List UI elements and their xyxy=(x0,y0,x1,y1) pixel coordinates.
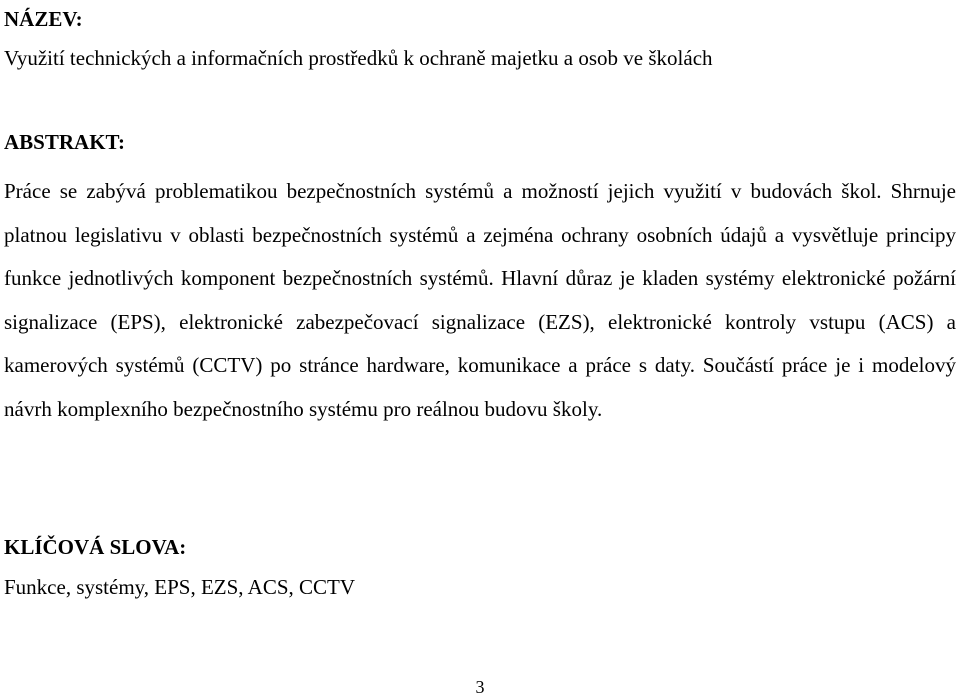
page-number: 3 xyxy=(475,677,485,697)
abstract-heading: ABSTRAKT: xyxy=(4,130,125,154)
keywords-text: Funkce, systémy, EPS, EZS, ACS, CCTV xyxy=(4,575,356,599)
title-text: Využití technických a informačních prostředků k ochraně majetku a osob ve školách xyxy=(4,46,713,70)
keywords-heading: KLÍČOVÁ SLOVA: xyxy=(4,535,187,559)
abstract-text: Práce se zabývá problematikou bezpečnostních systémů a možností jejich využití v budovách škol. Shrnuje platnou legislativu v oblasti bezpečnostních systémů a zejména ochrany osobních údajů a vysvětluje principy funkce jednotlivých komponent bezpečnostních systémů. Hlavní důraz je kladen systémy elektronické požární signalizace (EPS), elektronické zabezpečovací signalizace (EZS), elektronické kontroly vstupu (ACS) a kamerových systémů (CCTV) po stránce hardware, komunikace a práce s daty. Součástí práce je i modelový návrh komplexního bezpečnostního systému pro reálnou budovu školy. xyxy=(4,179,956,421)
title-heading: NÁZEV: xyxy=(4,7,83,31)
